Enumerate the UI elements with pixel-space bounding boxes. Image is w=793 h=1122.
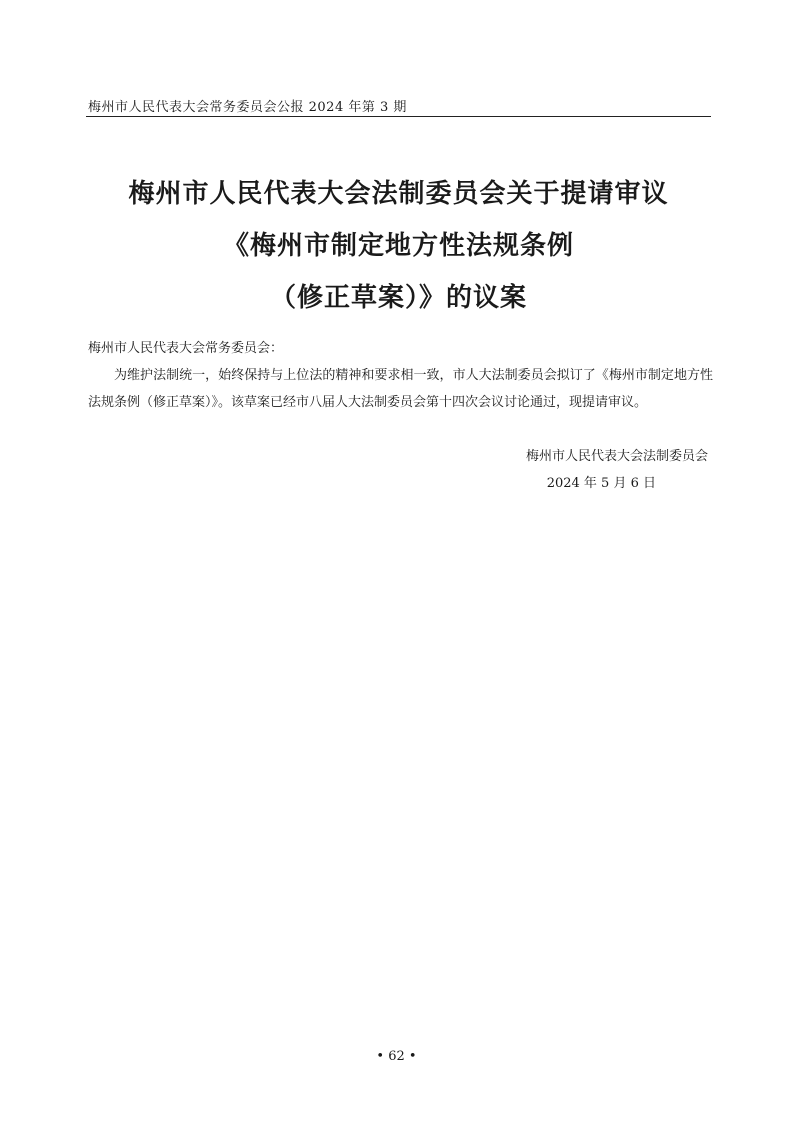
running-header: 梅州市人民代表大会常务委员会公报 2024 年第 3 期 [88, 100, 407, 115]
page-number: • 62 • [376, 1049, 417, 1064]
title-line-1: 梅州市人民代表大会法制委员会关于提请审议 [128, 179, 669, 209]
signature-block [526, 443, 708, 497]
document-title [86, 168, 711, 324]
title-line-2: 《梅州市制定地方性法规条例 [222, 231, 574, 261]
signature-date: 2024 年 5 月 6 日 [546, 476, 656, 491]
signature-org: 梅州市人民代表大会法制委员会 [525, 449, 708, 464]
header-rule [86, 116, 711, 117]
title-line-3: （修正草案）》的议案 [269, 283, 527, 313]
salutation: 梅州市人民代表大会常务委员会： [88, 341, 284, 356]
body-paragraph: 为维护法制统一，始终保持与上位法的精神和要求相一致，市人大法制委员会拟订了《梅州市制定地方性法规条例（修正草案）》。该草案已经市八届人大法制委员会第十四次会议讨论通过，现提请审议。 [88, 368, 713, 410]
